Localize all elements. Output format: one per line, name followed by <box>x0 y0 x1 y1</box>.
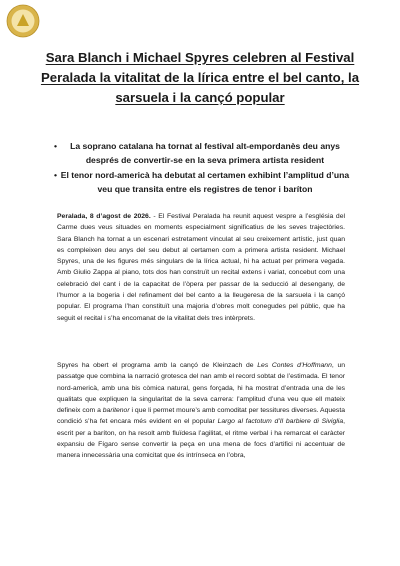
paragraph-text: Spyres ha obert el programa amb la cançó de Kleinzach de <box>57 362 258 369</box>
body-paragraph-2 <box>57 360 345 462</box>
paragraph-text: , un passatge que combina la narració grotesca del nan amb el record sobtat de l’estimada. El tenor nord-americà, amb una bis còmica natural, gens forçada, hi ha mostrat d’entrada una de les qualitats que expliquen la singularitat de la seva carrera: l’amplitud d’una veu que ell mateix defineix com a <box>57 362 345 415</box>
highlights-list <box>54 140 350 198</box>
emphasized-term: baritenor <box>102 407 130 415</box>
highlight-text: El tenor nord-americà ha debutat al certamen exhibint l’amplitud d’una veu que transita entre els registres de tenor i baríton <box>60 170 350 194</box>
bullet-dot: • <box>54 170 58 180</box>
highlight-text: La soprano catalana ha tornat al festival alt-empordanès deu anys després de convertir-se en la seva primera artista resident <box>70 141 340 165</box>
dateline: Peralada, 8 d’agost de 2026. <box>57 213 151 220</box>
press-release-title: Sara Blanch i Michael Spyres celebren al Festival Peralada la vitalitat de la lírica entre el bel canto, la sarsuela i la cançó popular <box>40 50 360 105</box>
work-title: Largo al factotum d’Il barbiere di Siviglia <box>217 418 344 426</box>
highlight-item <box>54 169 350 196</box>
highlight-item <box>54 140 350 167</box>
peralada-festival-seal-icon <box>6 4 40 38</box>
paragraph-text: - El Festival Peralada ha reunit aquest vespre a l’església del Carme dues veus situades en moments especialment significatius de les seves trajectòries. Sara Blanch ha tornat a un escenari estretament vinculat al seu creixement artístic, just quan es compleixen deu anys del seu debut al certamen com a primera artista resident. Michael Spyres, una de les figures més singulars de la lírica actual, hi ha actuat per primera vegada. Amb Giulio Zappa al piano, tots dos han construït un recital extens i variat, concebut com una celebració del cant i de la capacitat de l’òpera per passar de la seducció al desengany, de l’humor a la bogeria i del refinament del bel canto a la lleugeresa de la sarsuela i la cançó popular. El programa l’han constituït una majoria d’obres molt conegudes pel públic, que ha seguit el recital i s’ha encomanat de la vitalitat dels tres intèrprets. <box>57 213 346 322</box>
body-paragraph-1 <box>57 211 345 324</box>
paragraph-text: i que li permet moure’s amb comoditat per tessitures diverses. Aquesta condició s’ha fet encara més evident en el popular <box>57 407 345 426</box>
paragraph-text: , escrit per a baríton, on ha resolt amb fluïdesa l’agilitat, el ritme verbal i ha remarcat el caràcter expansiu de Fígaro sense convertir la peça en una mena de focs d’artifici ni accentuar de manera innecessària una comicitat que és intrínseca en l’obra, <box>57 418 345 460</box>
work-title: Les Contes d’Hoffmann <box>257 362 332 369</box>
bullet-dot: • <box>54 141 58 151</box>
